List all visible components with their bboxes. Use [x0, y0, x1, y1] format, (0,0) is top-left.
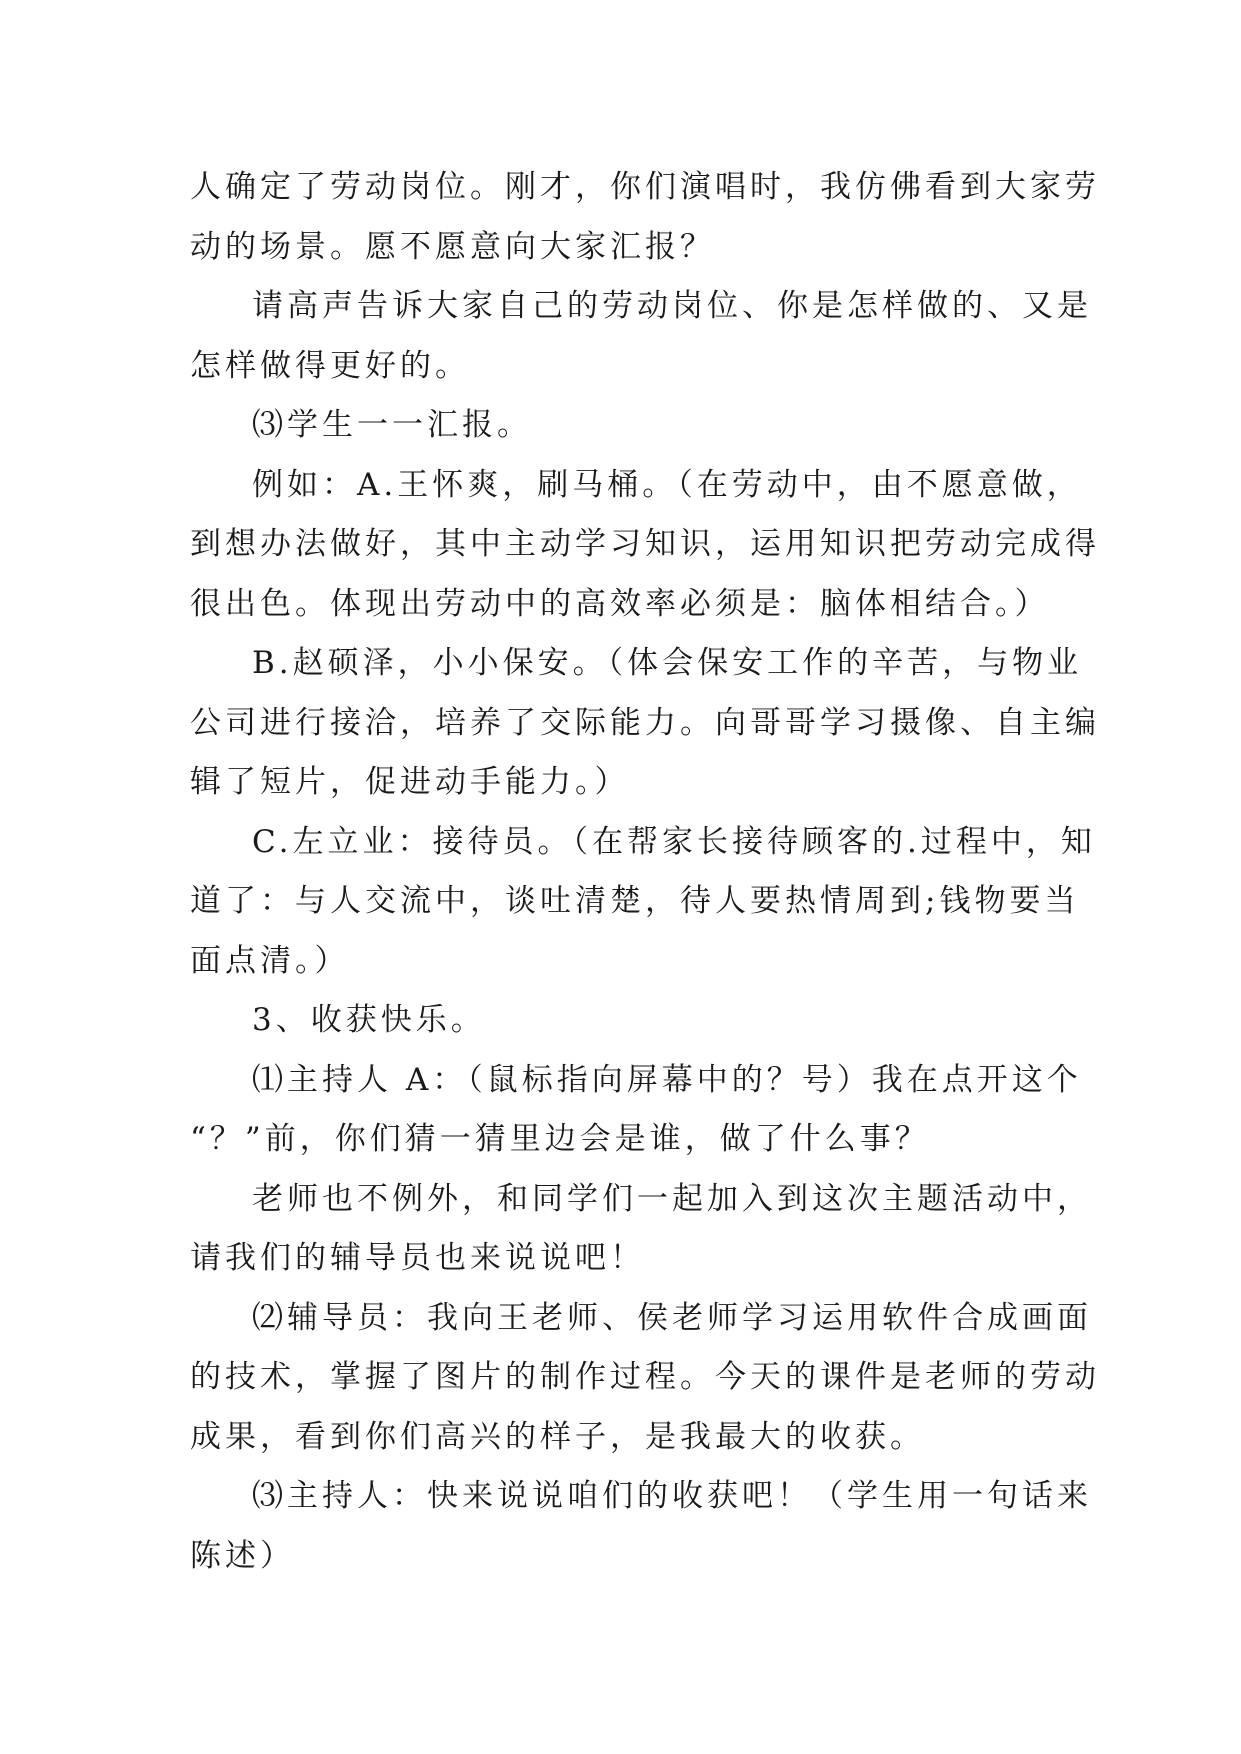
text-line: 辑了短片，促进动手能力。）	[190, 764, 630, 800]
text-line: 到想办法做好，其中主动学习知识，运用知识把劳动完成得	[190, 526, 1100, 562]
text-line: 例如：A.王怀爽，刷马桶。（在劳动中，由不愿意做，	[252, 466, 1082, 503]
text-line: 老师也不例外，和同学们一起加入到这次主题活动中，	[252, 1180, 1092, 1217]
text-line: 道了：与人交流中，谈吐清楚，待人要热情周到;钱物要当	[190, 883, 1080, 919]
text-line: 动的场景。愿不愿意向大家汇报？	[190, 228, 715, 265]
text-line: 面点清。）	[190, 942, 350, 979]
text-line: 3、收获快乐。	[252, 1002, 486, 1038]
text-line: 怎样做得更好的。	[190, 347, 470, 384]
text-line: 公司进行接洽，培养了交际能力。向哥哥学习摄像、自主编	[190, 704, 1100, 741]
text-line: 很出色。体现出劳动中的高效率必须是：脑体相结合。）	[190, 585, 1050, 622]
text-line: ⑶主持人：快来说说咱们的收获吧！（学生用一句话来	[252, 1478, 1092, 1514]
text-line: 成果，看到你们高兴的样子，是我最大的收获。	[190, 1418, 925, 1455]
text-line: C.左立业：接待员。（在帮家长接待顾客的.过程中，知	[252, 823, 1096, 860]
text-line: 的技术，掌握了图片的制作过程。今天的课件是老师的劳动	[190, 1359, 1100, 1395]
text-line: ⑴主持人 A：（鼠标指向屏幕中的？号）我在点开这个	[252, 1061, 1082, 1098]
text-line: “？”前，你们猜一猜里边会是谁，做了什么事？	[190, 1121, 930, 1157]
document-body	[190, 158, 1100, 1586]
text-line: B.赵硕泽，小小保安。（体会保安工作的辛苦，与物业	[252, 645, 1083, 681]
text-line: 请高声告诉大家自己的劳动岗位、你是怎样做的、又是	[252, 288, 1092, 324]
text-line: ⑵辅导员：我向王老师、侯老师学习运用软件合成画面	[252, 1299, 1092, 1336]
text-line: ⑶学生一一汇报。	[252, 407, 532, 443]
text-line: 人确定了劳动岗位。刚才，你们演唱时，我仿佛看到大家劳	[190, 169, 1100, 205]
text-line: 请我们的辅导员也来说说吧！	[190, 1240, 645, 1276]
text-line: 陈述）	[190, 1537, 295, 1574]
